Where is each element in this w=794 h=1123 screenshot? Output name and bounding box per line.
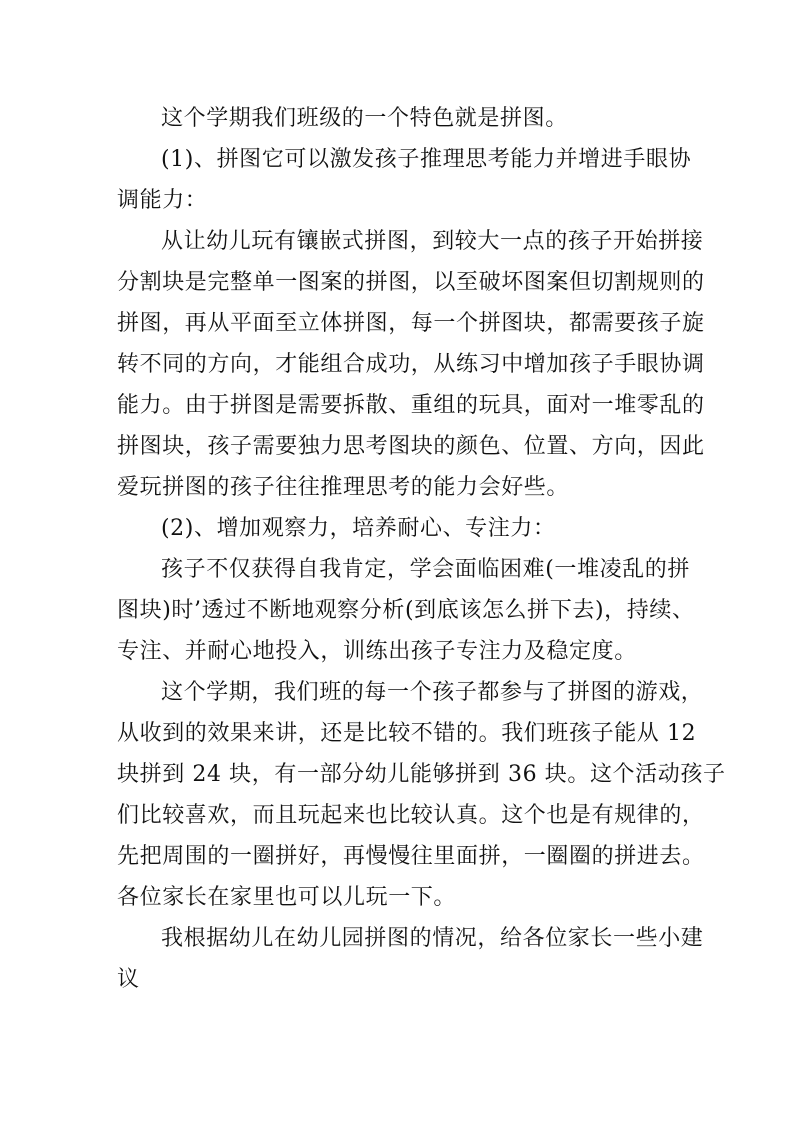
paragraph-line: 们比较喜欢，而且玩起来也比较认真。这个也是有规律的，: [117, 803, 705, 828]
paragraph-line: 从让幼儿玩有镶嵌式拼图，到较大一点的孩子开始拼接: [161, 229, 704, 254]
paragraph-line: 块拼到 24 块，有一部分幼儿能够拼到 36 块。这个活动孩子: [117, 762, 726, 787]
paragraph-line: 能力。由于拼图是需要拆散、重组的玩具，面对一堆零乱的: [117, 393, 705, 418]
paragraph-line: 调能力：: [117, 188, 208, 213]
paragraph-line: 专注、并耐心地投入，训练出孩子专注力及稳定度。: [117, 639, 637, 664]
paragraph-line: 各位家长在家里也可以儿玩一下。: [117, 885, 457, 910]
paragraph-line: 从收到的效果来讲，还是比较不错的。我们班孩子能从 12: [117, 721, 697, 746]
paragraph-line: 我根据幼儿在幼儿园拼图的情况，给各位家长一些小建: [161, 926, 704, 951]
paragraph-line: (1)、拼图它可以激发孩子推理思考能力并增进手眼协: [161, 147, 692, 172]
paragraph-line: 爱玩拼图的孩子往往推理思考的能力会好些。: [117, 475, 570, 500]
paragraph-line: 分割块是完整单一图案的拼图，以至破坏图案但切割规则的: [117, 270, 705, 295]
paragraph-line: (2)、增加观察力，培养耐心、专注力：: [161, 516, 556, 541]
paragraph-line: 这个学期我们班级的一个特色就是拼图。: [161, 106, 568, 131]
paragraph-line: 拼图块，孩子需要独力思考图块的颜色、位置、方向，因此: [117, 434, 705, 459]
paragraph-line: 先把周围的一圈拼好，再慢慢往里面拼，一圈圈的拼进去。: [117, 844, 705, 869]
paragraph-line: 图块)时’透过不断地观察分析(到底该怎么拼下去)，持续、: [117, 598, 695, 623]
paragraph-line: 孩子不仅获得自我肯定，学会面临困难(一堆凌乱的拼: [161, 557, 690, 582]
paragraph-line: 这个学期，我们班的每一个孩子都参与了拼图的游戏，: [161, 680, 704, 705]
paragraph-line: 转不同的方向，才能组合成功，从练习中增加孩子手眼协调: [117, 352, 705, 377]
paragraph-line: 拼图，再从平面至立体拼图，每一个拼图块，都需要孩子旋: [117, 311, 705, 336]
paragraph-line: 议: [117, 967, 140, 992]
